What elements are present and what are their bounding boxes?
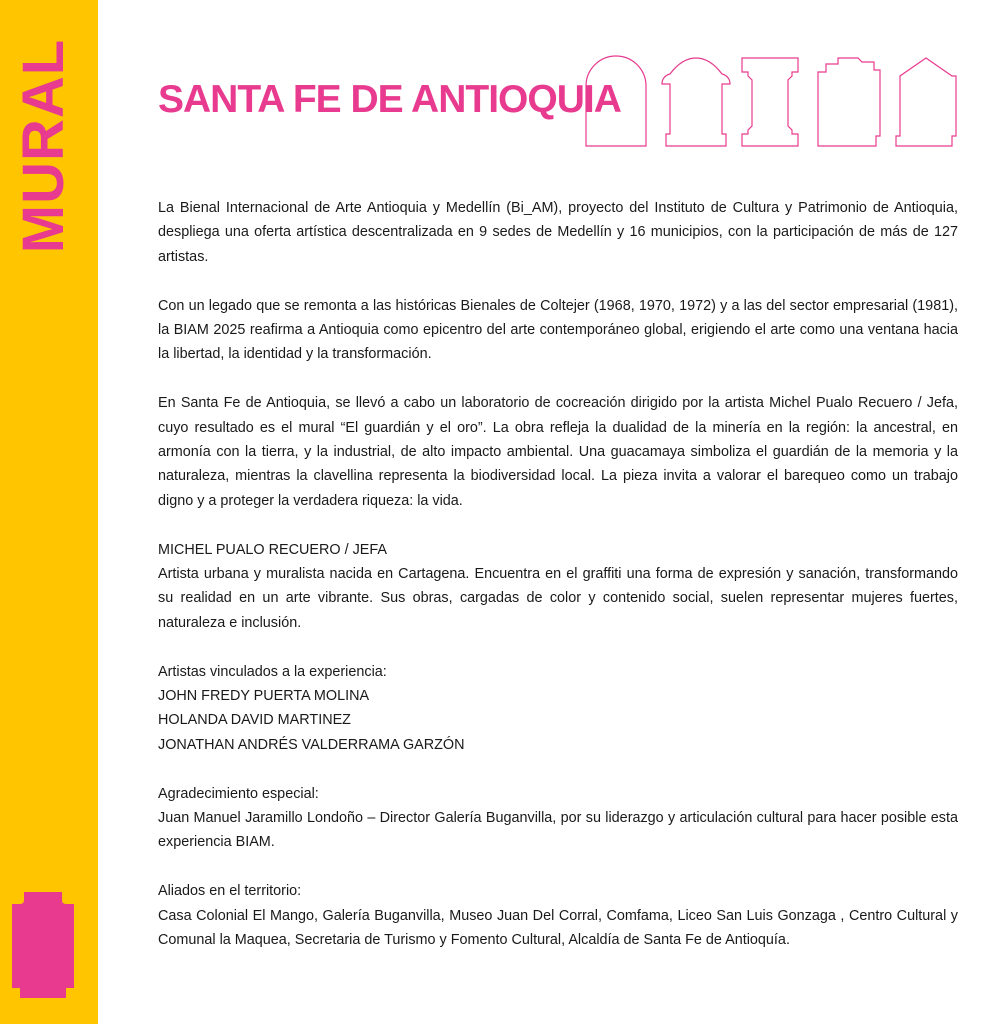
mural-paragraph: En Santa Fe de Antioquia, se llevó a cabo un laboratorio de cocreación dirigido por la artista Michel Pualo Recuero / Jefa, cuyo resultado es el mural “El guardián y el oro”. La obra refleja la dualidad de la minería en la región: la ancestral, en armonía con la tierra, y la industrial, de alto impacto ambiental. Una guacamaya simboliza el guardián de la memoria y la naturaleza, mientras la clavellina representa la biodiversidad local. La pieza invita a valorar el barequeo como un trabajo digno y a proteger la verdadera riqueza: la vida. (158, 395, 958, 509)
thanks-section (158, 782, 958, 855)
stepped-door-icon (818, 58, 880, 146)
sidebar-label-text: MURAL (11, 38, 76, 254)
doorway-shapes-icon (582, 54, 960, 150)
scalloped-door-icon (662, 58, 730, 146)
intro-paragraph: La Bienal Internacional de Arte Antioquia y Medellín (Bi_AM), proyecto del Instituto de Cultura y Patrimonio de Antioquia, despliega una oferta artística descentralizada en 9 sedes de Medellín y 16 municipios, con la participación de más de 127 artistas. (158, 200, 958, 265)
linked-artist-name: JOHN FREDY PUERTA MOLINA (158, 688, 370, 705)
linked-artists-section (158, 660, 958, 758)
artist-bio: Artista urbana y muralista nacida en Cartagena. Encuentra en el graffiti una forma de expresión y sanación, transformando su realidad en un arte vibrante. Sus obras, cargadas de color y contenido social, suelen representar mujeres fuertes, naturaleza e inclusión. (158, 566, 958, 631)
thanks-text: Juan Manuel Jaramillo Londoño – Director Galería Buganvilla, por su liderazgo y articulación cultural para hacer posible esta experiencia BIAM. (158, 810, 958, 851)
arch-door-icon (586, 56, 646, 146)
artist-name: MICHEL PUALO RECUERO / JEFA (158, 541, 387, 558)
linked-artist-name: HOLANDA DAVID MARTINEZ (158, 712, 351, 729)
allies-heading: Aliados en el territorio: (158, 883, 302, 900)
main-content (158, 196, 958, 977)
allies-section (158, 879, 958, 952)
sidebar-label (12, 36, 76, 256)
legacy-paragraph: Con un legado que se remonta a las históricas Bienales de Coltejer (1968, 1970, 1972) y a las del sector empresarial (1981), la BIAM 2025 reafirma a Antioquia como epicentro del arte contemporáneo global, erigiendo el arte como una ventana hacia la libertad, la identidad y la transformación. (158, 297, 958, 363)
artist-section (158, 538, 958, 636)
allies-text: Casa Colonial El Mango, Galería Buganvilla, Museo Juan Del Corral, Comfama, Liceo San Luis Gonzaga , Centro Cultural y Comunal la Maquea, Secretaria de Turismo y Fomento Cultural, Alcaldía de Santa Fe de Antioquía. (158, 907, 958, 949)
facade-shape-icon (10, 890, 76, 1000)
linked-artists-heading: Artistas vinculados a la experiencia: (158, 663, 387, 680)
page-title: SANTA FE DE ANTIOQUIA (158, 78, 621, 121)
gable-door-icon (896, 58, 956, 146)
facade-shape-path (12, 892, 74, 998)
sidebar (0, 0, 98, 1024)
linked-artist-name: JONATHAN ANDRÉS VALDERRAMA GARZÓN (158, 736, 465, 753)
thanks-heading: Agradecimiento especial: (158, 785, 319, 802)
square-door-icon (742, 58, 798, 146)
